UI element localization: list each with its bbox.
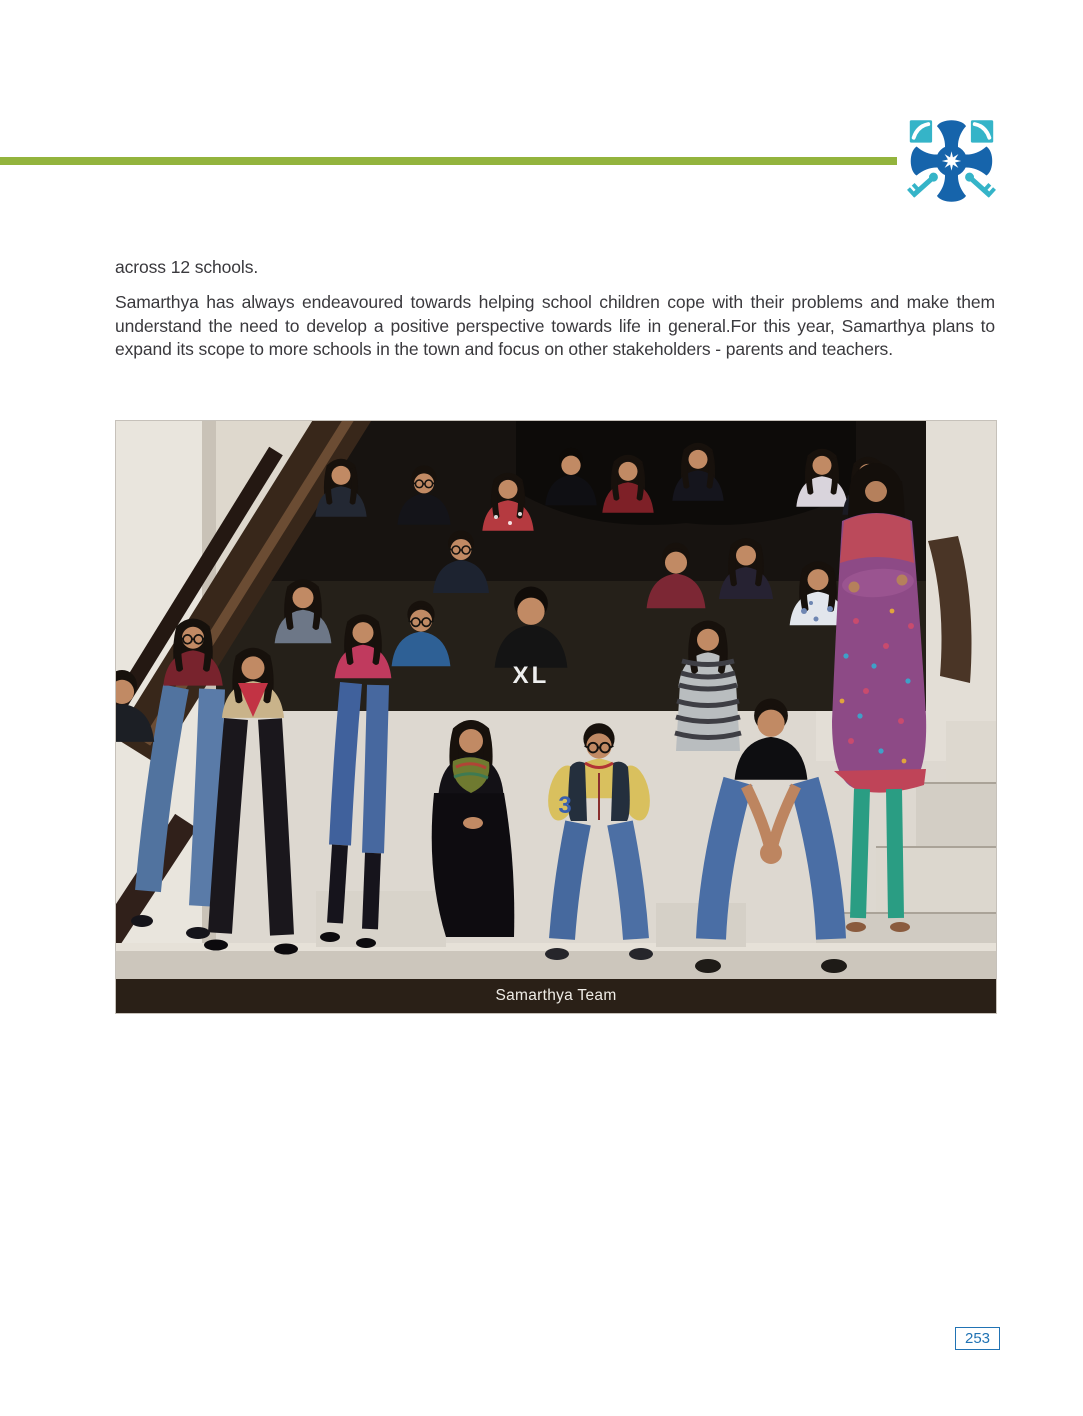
body-paragraph: Samarthya has always endeavoured towards helping school children cope with their problems and make them understand the need to develop a positive perspective towards life in general.For this year, Samarthya plans to expand its scope to more schools in the town and focus on other stakeholders - parents and teachers.: [115, 291, 995, 360]
group-photo-illustration: [116, 421, 996, 979]
header-rule: [0, 157, 897, 165]
photo-caption: [116, 979, 996, 1013]
jersey-number-text: 3: [558, 792, 572, 819]
page-number-text: 253: [964, 1330, 991, 1347]
xlri-emblem-icon: [903, 115, 1000, 207]
page-number-badge: [955, 1327, 1000, 1350]
hoodie-text: XL: [512, 662, 550, 689]
logo-star-icon: [942, 151, 961, 170]
photo-caption-text: Samarthya Team: [495, 987, 617, 1004]
article-text: [115, 256, 995, 362]
body-paragraph: across 12 schools.: [115, 257, 259, 277]
team-photo: [115, 420, 997, 1014]
